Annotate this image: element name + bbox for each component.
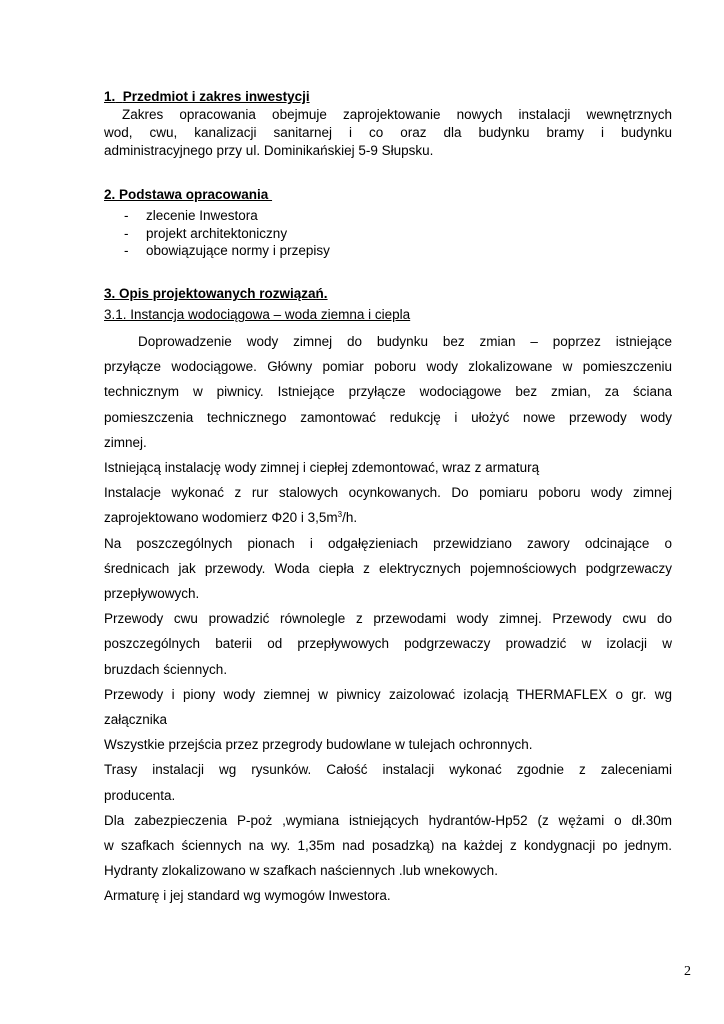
paragraph-line: producenta. bbox=[104, 787, 176, 803]
page-number: 2 bbox=[684, 964, 691, 979]
meter-unit-suffix: /h. bbox=[342, 510, 358, 526]
section-3-heading: 3. Opis projektowanych rozwiązań. bbox=[104, 286, 328, 301]
paragraph-line: technicznym w piwnicy. Istniejące przyłącze wodociągowe bez zmian, za ściana bbox=[104, 384, 672, 400]
paragraph-line: Przewody cwu prowadzić równolegle z przewodami wody zimnej. Przewody cwu do bbox=[104, 611, 672, 627]
paragraph-line: w szafkach ściennych na wy. 1,35m nad posadzką) na każdej z kondygnacji po jednym. bbox=[104, 838, 672, 854]
paragraph-line: załącznika bbox=[104, 712, 168, 728]
paragraph-line: wod, cwu, kanalizacji sanitarnej i co oraz dla budynku bramy i budynku bbox=[104, 125, 672, 140]
section-3-body bbox=[104, 329, 672, 909]
paragraph-line: Istniejącą instalację wody zimnej i ciepłej zdemontować, wraz z armaturą bbox=[104, 460, 540, 476]
section-1-title: Przedmiot i zakres inwestycji bbox=[122, 89, 310, 104]
paragraph-line: Trasy instalacji wg rysunków. Całość instalacji wykonać zgodnie z zaleceniami bbox=[104, 762, 672, 778]
paragraph-line: Dla zabezpieczenia P-poż ,wymiana istniejących hydrantów-Hp52 (z wężami o dł.30m bbox=[104, 812, 672, 828]
paragraph-line: bruzdach ściennych. bbox=[104, 661, 228, 677]
paragraph-line: średnicach jak przewody. Woda ciepła z elektrycznych pojemnościowych podgrzewaczy bbox=[104, 560, 672, 576]
paragraph-line bbox=[104, 505, 672, 530]
paragraph-line: Armaturę i jej standard wg wymogów Inwestora. bbox=[104, 888, 391, 904]
paragraph-line: Na poszczególnych pionach i odgałęzieniach przewidziano zawory odcinające o bbox=[104, 535, 672, 551]
list-item: - obowiązujące normy i przepisy bbox=[124, 243, 330, 258]
paragraph-line: Doprowadzenie wody zimnej do budynku bez zmian – poprzez istniejące bbox=[138, 334, 672, 349]
paragraph-line: administracyjnego przy ul. Dominikańskiej 5-9 Słupsku. bbox=[104, 143, 434, 158]
paragraph-line: Przewody i piony wody ziemnej w piwnicy zaizolować izolacją THERMAFLEX o gr. wg bbox=[104, 686, 672, 702]
cubic-superscript: 3 bbox=[337, 510, 343, 520]
list-item: - projekt architektoniczny bbox=[124, 225, 288, 241]
list-item: - zlecenie Inwestora bbox=[124, 208, 258, 223]
paragraph-line: Hydranty zlokalizowano w szafkach naściennych .lub wnekowych. bbox=[104, 863, 498, 879]
paragraph-line: przyłącze wodociągowe. Główny pomiar poboru wody zlokalizowane w pomieszczeniu bbox=[104, 359, 672, 375]
basis-list bbox=[104, 207, 330, 260]
section-1-paragraph bbox=[104, 106, 672, 160]
section-2-heading: 2. Podstawa opracowania bbox=[104, 187, 273, 202]
meter-text: zaprojektowano wodomierz Φ20 i 3,5m bbox=[104, 510, 338, 526]
paragraph-line: poszczególnych baterii od przepływowych podgrzewaczy prowadzić w izolacji w bbox=[104, 636, 672, 652]
section-1-number: 1. bbox=[104, 89, 116, 104]
paragraph-line: Wszystkie przejścia przez przegrody budowlane w tulejach ochronnych. bbox=[104, 737, 533, 753]
section-1-heading bbox=[104, 88, 310, 105]
subsection-3-1-title: 3.1. Instancja wodociągowa – woda ziemna i ciepla bbox=[104, 307, 411, 322]
paragraph-line: Instalacje wykonać z rur stalowych ocynkowanych. Do pomiaru poboru wody zimnej bbox=[104, 485, 672, 501]
paragraph-line: pomieszczenia technicznego zamontować redukcję i ułożyć nowe przewody wody bbox=[104, 409, 672, 425]
paragraph-line: zimnej. bbox=[104, 434, 147, 450]
paragraph-line: Zakres opracowania obejmuje zaprojektowanie nowych instalacji wewnętrznych bbox=[122, 107, 672, 122]
paragraph-line: przepływowych. bbox=[104, 586, 200, 602]
